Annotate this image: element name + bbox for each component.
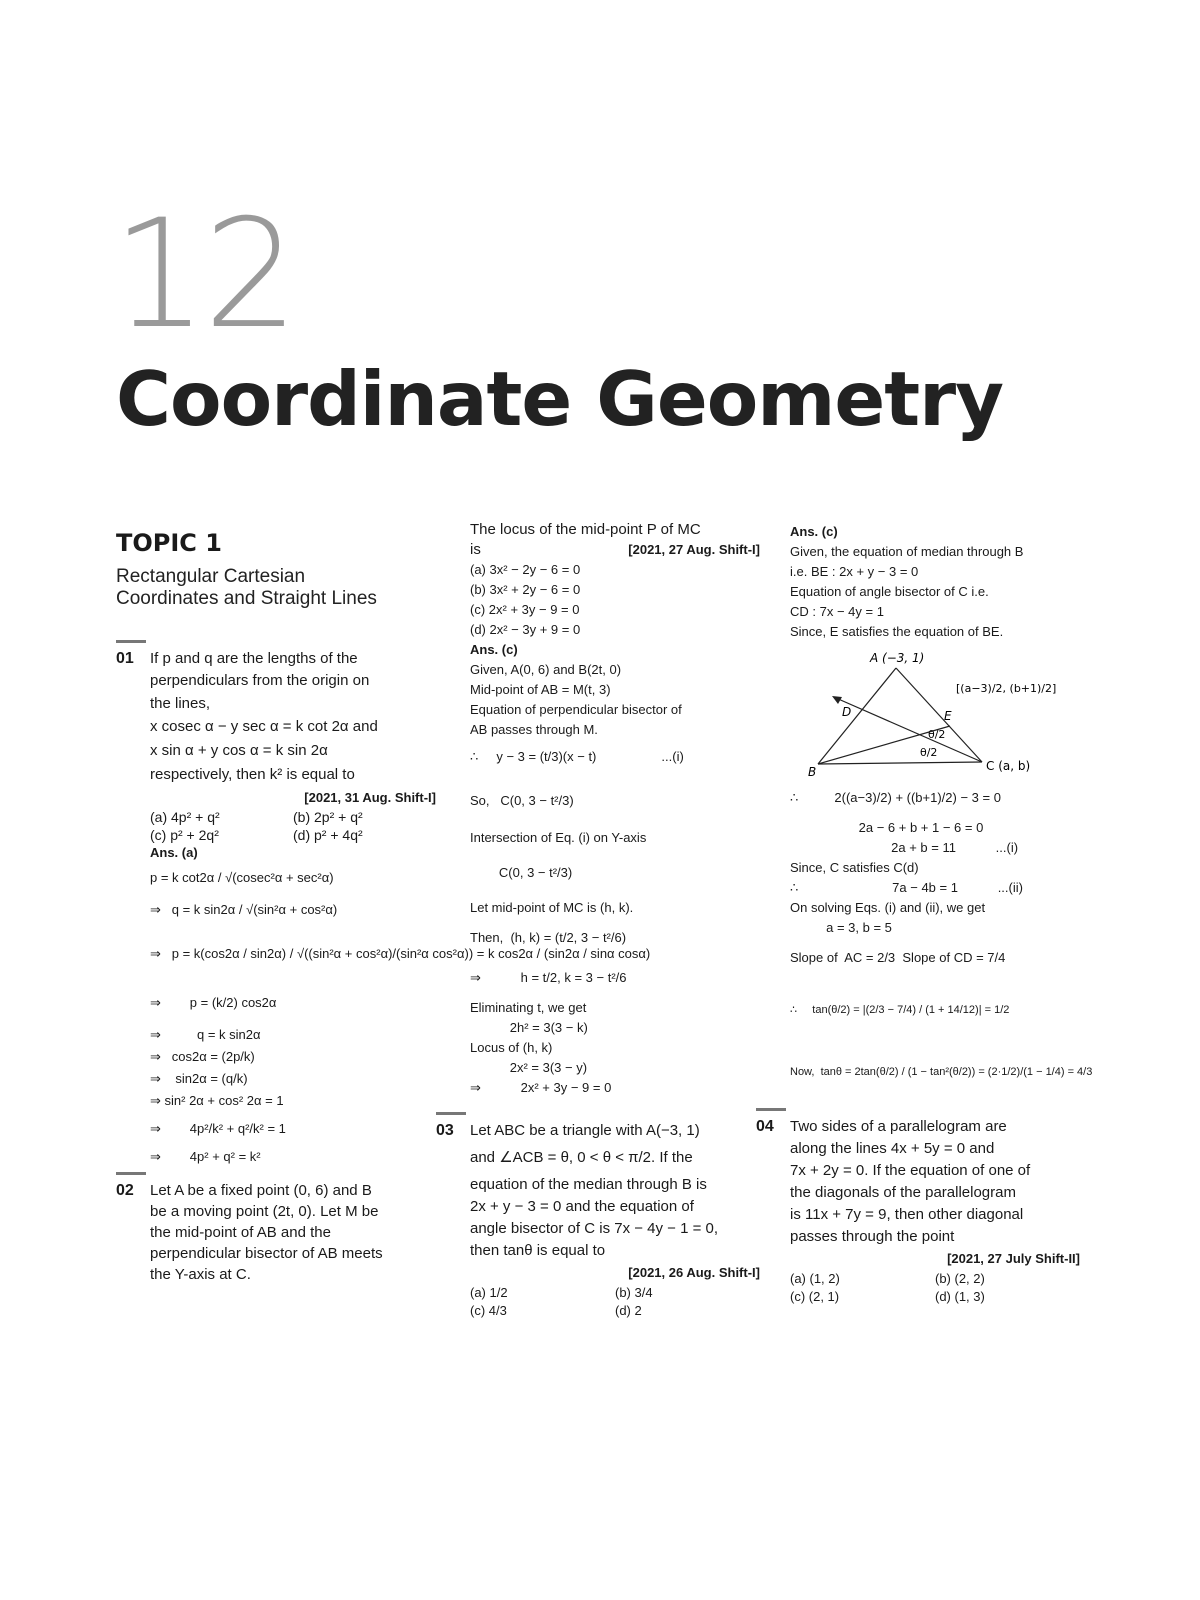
question-number: 02	[116, 1180, 150, 1201]
question-number: 01	[116, 648, 150, 669]
option-b: (b) 2p² + q²	[293, 809, 363, 825]
option-b: (b) 3x² + 2y − 6 = 0	[470, 582, 581, 597]
solution-step: 2x² = 3(3 − y)	[470, 1060, 588, 1075]
option-d: (d) 2	[615, 1303, 642, 1318]
solution-step: Since, C satisfies C(d)	[790, 860, 919, 875]
question-line: along the lines 4x + 5y = 0 and	[790, 1140, 995, 1157]
solution-step: ⇒ 2x² + 3y − 9 = 0	[470, 1080, 612, 1095]
solution-step: C(0, 3 − t²/3)	[470, 865, 573, 880]
question-line: Let A be a fixed point (0, 6) and B	[150, 1182, 372, 1199]
solution-step: ⇒ h = t/2, k = 3 − t²/6	[470, 970, 627, 985]
side-ab	[818, 668, 896, 764]
solution-step: i.e. BE : 2x + y − 3 = 0	[790, 564, 919, 579]
option-d: (d) 2x² − 3y + 9 = 0	[470, 622, 581, 637]
question-line: then tanθ is equal to	[470, 1242, 606, 1259]
question-number: 03	[436, 1120, 470, 1142]
solution-step: ⇒ q = k sin2α	[150, 1027, 261, 1042]
question-line: 2x + y − 3 = 0 and the equation of	[470, 1198, 694, 1215]
solution-step: On solving Eqs. (i) and (ii), we get	[790, 900, 986, 915]
solution-step: ⇒ 4p²/k² + q²/k² = 1	[150, 1121, 286, 1136]
chapter-number: 12	[112, 188, 295, 362]
question-line: If p and q are the lengths of the	[150, 650, 358, 667]
solution-step: 2h² = 3(3 − k)	[470, 1020, 588, 1035]
options	[756, 1270, 1080, 1306]
answer: Ans. (c)	[790, 524, 838, 539]
question-line: the mid-point of AB and the	[150, 1224, 331, 1241]
question-line: is 11x + 7y = 9, then other diagonal	[790, 1206, 1024, 1223]
solution-step: AB passes through M.	[470, 722, 598, 737]
solution-step: 2a + b = 11 ...(i)	[790, 840, 1019, 855]
question-line: the diagonals of the parallelogram	[790, 1184, 1016, 1201]
question-line: equation of the median through B is	[470, 1176, 707, 1193]
question-03	[436, 1120, 760, 1320]
question-02	[116, 1180, 436, 1285]
question-line: x sin α + y cos α = k sin 2α	[150, 742, 328, 759]
solution-step: Now, tanθ = 2tan(θ/2) / (1 − tan²(θ/2)) = (2·1/2)/(1 − 1/4) = 4/3	[790, 1066, 1093, 1078]
triangle-diagram	[800, 646, 1057, 779]
solution-step: Slope of AC = 2/3 Slope of CD = 7/4	[790, 950, 1006, 965]
question-line: Two sides of a parallelogram are	[790, 1118, 1007, 1135]
solution-step: So, C(0, 3 − t²/3)	[470, 793, 574, 808]
answer: Ans. (a)	[150, 845, 198, 860]
solution-step: Locus of (h, k)	[470, 1040, 553, 1055]
label-c: C (a, b)	[986, 759, 1031, 773]
exam-reference: [2021, 26 Aug. Shift-I]	[628, 1265, 760, 1280]
solution-step: Since, E satisfies the equation of BE.	[790, 624, 1004, 639]
solution	[790, 542, 1080, 642]
option-a: (a) 4p² + q²	[150, 809, 220, 825]
exam-reference: [2021, 27 Aug. Shift-I]	[628, 542, 760, 557]
option-c: (c) 4/3	[470, 1303, 507, 1318]
options	[470, 560, 760, 640]
label-midpoint: [(a−3)/2, (b+1)/2]	[956, 682, 1057, 695]
solution-step: ⇒ p = k(cos2α / sin2α) / √((sin²α + cos²α)/(sin²α cos²α)) = k cos2α / (sin2α / sinα cosα)	[150, 946, 651, 961]
option-d: (d) p² + 4q²	[293, 827, 363, 843]
question-line: The locus of the mid-point P of MC	[470, 521, 701, 538]
solution-step: 2a − 6 + b + 1 − 6 = 0	[790, 820, 984, 835]
column-2	[436, 520, 760, 1320]
question-line: passes through the point	[790, 1228, 955, 1245]
solution-step: ∴ 7a − 4b = 1 ...(ii)	[790, 880, 1023, 895]
option-b: (b) (2, 2)	[935, 1271, 985, 1286]
label-d: D	[842, 705, 852, 719]
question-line: Let ABC be a triangle with A(−3, 1)	[470, 1122, 700, 1139]
solution-step: ⇒ p = (k/2) cos2α	[150, 995, 277, 1010]
solution-step: a = 3, b = 5	[790, 920, 892, 935]
label-b: B	[808, 765, 817, 779]
solution-step: CD : 7x − 4y = 1	[790, 604, 884, 619]
question-line: x cosec α − y sec α = k cot 2α and	[150, 718, 378, 735]
options	[116, 808, 436, 844]
question-04	[756, 1116, 1080, 1306]
question-line: perpendicular bisector of AB meets	[150, 1245, 383, 1262]
label-e: E	[944, 709, 952, 723]
solution-step: Intersection of Eq. (i) on Y-axis	[470, 830, 647, 845]
solution-step: Given, A(0, 6) and B(2t, 0)	[470, 662, 622, 677]
question-line: the lines,	[150, 695, 211, 712]
label-a: A (−3, 1)	[870, 651, 925, 665]
label-theta-1: θ/2	[928, 728, 946, 741]
solution-step: Then, (h, k) = (t/2, 3 − t²/6)	[470, 930, 627, 945]
solution-step: Mid-point of AB = M(t, 3)	[470, 682, 611, 697]
label-theta-2: θ/2	[920, 746, 938, 759]
solution-step: Let mid-point of MC is (h, k).	[470, 900, 634, 915]
topic-subtitle-line-2: Coordinates and Straight Lines	[116, 588, 377, 609]
solution-step: Equation of perpendicular bisector of	[470, 702, 682, 717]
question-line: respectively, then k² is equal to	[150, 766, 355, 783]
option-c: (c) (2, 1)	[790, 1289, 840, 1304]
solution-step: Equation of angle bisector of C i.e.	[790, 584, 989, 599]
question-number: 04	[756, 1116, 790, 1138]
options	[436, 1284, 760, 1320]
exam-reference: [2021, 27 July Shift-II]	[947, 1251, 1080, 1266]
solution-step: ⇒ 4p² + q² = k²	[150, 1149, 261, 1164]
topic-label: TOPIC 1	[116, 529, 222, 557]
solution-step: Given, the equation of median through B	[790, 544, 1024, 559]
solution-step: Eliminating t, we get	[470, 1000, 587, 1015]
option-a: (a) 3x² − 2y − 6 = 0	[470, 562, 581, 577]
solution-continued	[790, 778, 1093, 1102]
option-c: (c) 2x² + 3y − 9 = 0	[470, 602, 580, 617]
question-line: be a moving point (2t, 0). Let M be	[150, 1203, 379, 1220]
option-a: (a) (1, 2)	[790, 1271, 840, 1286]
solution	[470, 660, 760, 1098]
question-line: angle bisector of C is 7x − 4y − 1 = 0,	[470, 1220, 719, 1237]
solution-step: ⇒ cos2α = (2p/k)	[150, 1049, 255, 1064]
side-bc	[818, 762, 982, 764]
question-line: and ∠ACB = θ, 0 < θ < π/2. If the	[470, 1149, 693, 1166]
answer: Ans. (c)	[470, 642, 518, 657]
question-line: 7x + 2y = 0. If the equation of one of	[790, 1162, 1031, 1179]
option-d: (d) (1, 3)	[935, 1289, 985, 1304]
option-b: (b) 3/4	[615, 1285, 653, 1300]
solution-step: ∴ y − 3 = (t/3)(x − t) ...(i)	[470, 749, 684, 764]
solution-step: ⇒ q = k sin2α / √(sin²α + cos²α)	[150, 902, 338, 917]
option-a: (a) 1/2	[470, 1285, 508, 1300]
solution-step: p = k cot2α / √(cosec²α + sec²α)	[150, 870, 334, 885]
question-line: the Y-axis at C.	[150, 1266, 251, 1283]
column-3	[756, 522, 1093, 1306]
option-c: (c) p² + 2q²	[150, 827, 219, 843]
solution-step: ∴ tan(θ/2) = |(2/3 − 7/4) / (1 + 14/12)| = 1/2	[790, 1004, 1010, 1016]
question-line: is	[470, 541, 481, 558]
question-line: perpendiculars from the origin on	[150, 672, 370, 689]
solution-step: ∴ 2((a−3)/2) + ((b+1)/2) − 3 = 0	[790, 790, 1001, 805]
topic-subtitle	[116, 566, 436, 610]
chapter-title: Coordinate Geometry	[116, 355, 1004, 443]
solution-step: ⇒ sin2α = (q/k)	[150, 1071, 248, 1086]
solution-step: ⇒ sin² 2α + cos² 2α = 1	[150, 1093, 284, 1108]
topic-subtitle-line-1: Rectangular Cartesian	[116, 566, 306, 587]
exam-reference: [2021, 31 Aug. Shift-I]	[304, 790, 436, 805]
